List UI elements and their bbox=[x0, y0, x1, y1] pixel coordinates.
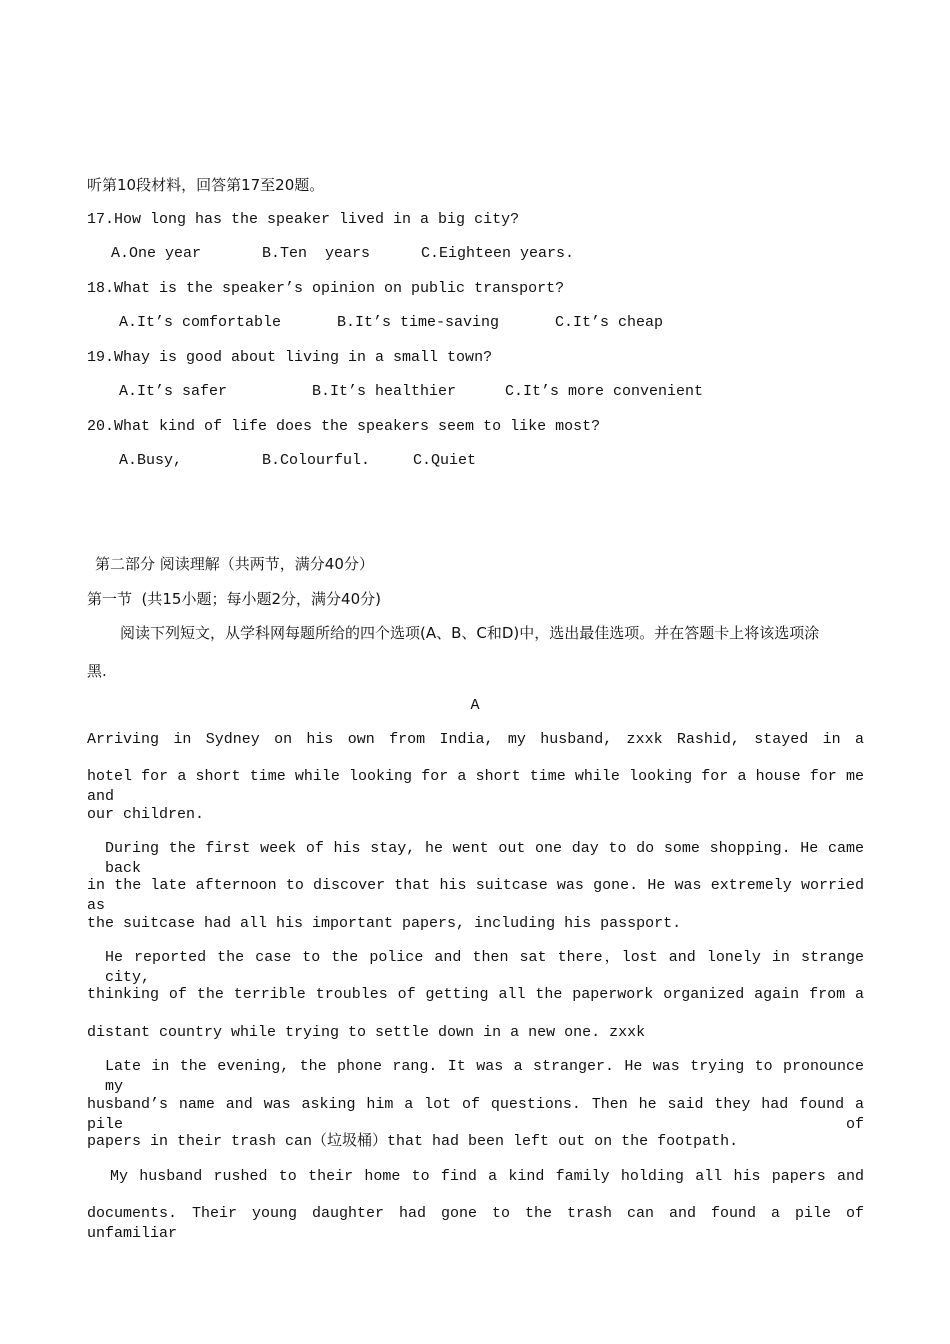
paragraph-2-line-2: in the late afternoon to discover that his suitcase was gone. He was extremely worried as bbox=[87, 877, 864, 914]
option-b: B.It’s time-saving bbox=[337, 314, 500, 331]
paragraph-3-line-2: thinking of the terrible troubles of getting all the paperwork organized again from a bbox=[87, 986, 864, 1003]
option-c: C.Eighteen years. bbox=[421, 245, 575, 262]
paragraph-2-line-1: During the first week of his stay, he went out one day to do some shopping. He came back bbox=[105, 840, 864, 877]
paragraph-5-line-2: documents. Their young daughter had gone to the trash can and found a pile of unfamiliar bbox=[87, 1205, 864, 1242]
question-20: 20.What kind of life does the speakers seem to like most? bbox=[87, 418, 601, 435]
question-20-options bbox=[0, 451, 950, 551]
option-c: C.It’s cheap bbox=[555, 314, 664, 331]
question-17: 17.How long has the speaker lived in a big city? bbox=[87, 211, 520, 228]
paragraph-4-line-2: husband’s name and was asking him a lot of questions. Then he said they had found a pile of bbox=[87, 1096, 864, 1133]
option-c: C.Quiet bbox=[413, 452, 477, 469]
option-a: A.It’s comfortable bbox=[119, 314, 282, 331]
section-title: 第一节 (共15小题；每小题2分，满分40分) bbox=[87, 590, 381, 608]
listening-intro: 听第10段材料，回答第17至20题。 bbox=[87, 176, 325, 194]
paragraph-2-line-3: the suitcase had all his important papers, including his passport. bbox=[87, 915, 682, 932]
option-a: A.One year bbox=[111, 245, 202, 262]
paragraph-4-line-1: Late in the evening, the phone rang. It was a stranger. He was trying to pronounce my bbox=[105, 1058, 864, 1095]
option-a: A.Busy, bbox=[119, 452, 183, 469]
option-c: C.It’s more convenient bbox=[505, 383, 704, 400]
option-a: A.It’s safer bbox=[119, 383, 228, 400]
question-18: 18.What is the speaker’s opinion on public transport? bbox=[87, 280, 565, 297]
paragraph-4-line-3: papers in their trash can（垃圾桶）that had been left out on the footpath. bbox=[87, 1133, 739, 1150]
option-b: B.It’s healthier bbox=[312, 383, 457, 400]
paragraph-3-line-1: He reported the case to the police and then sat there，lost and lonely in strange city, bbox=[105, 949, 864, 986]
paragraph-5-line-1: My husband rushed to their home to find a kind family holding all his papers and bbox=[110, 1168, 864, 1185]
paragraph-1-line-1: Arriving in Sydney on his own from India, my husband, zxxk Rashid, stayed in a bbox=[87, 731, 864, 748]
question-19: 19.Whay is good about living in a small town? bbox=[87, 349, 493, 366]
option-b: B.Ten years bbox=[262, 245, 371, 262]
paragraph-3-line-3: distant country while trying to settle down in a new one. zxxk bbox=[87, 1024, 646, 1041]
paragraph-1-line-2: hotel for a short time while looking for a short time while looking for a house for me and bbox=[87, 768, 864, 805]
paragraph-1-line-3: our children. bbox=[87, 806, 205, 823]
instruction-line-1: 阅读下列短文，从学科网每题所给的四个选项(A、B、C和D)中，选出最佳选项。并在答题卡上将该选项涂 bbox=[120, 624, 820, 642]
instruction-line-2: 黑. bbox=[87, 662, 107, 680]
part-title: 第二部分 阅读理解（共两节，满分40分） bbox=[95, 555, 374, 573]
passage-label: A bbox=[470, 697, 480, 714]
option-b: B.Colourful. bbox=[262, 452, 371, 469]
